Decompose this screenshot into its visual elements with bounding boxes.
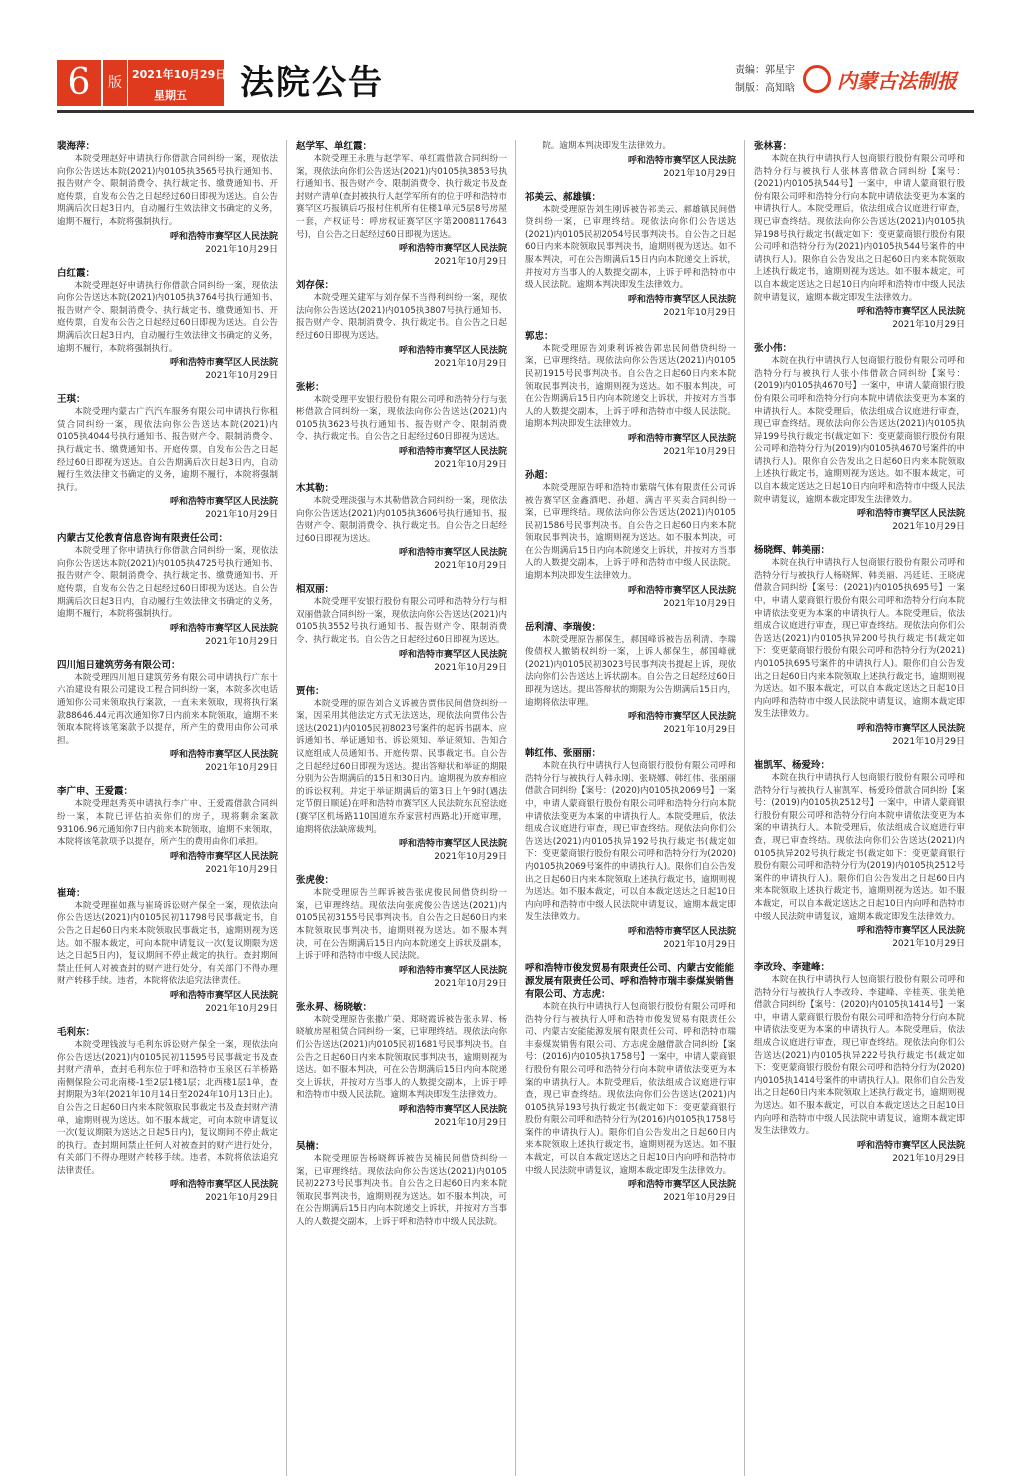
court-notice [525, 330, 736, 459]
notice-party: 李广申、王爱霞： [57, 786, 134, 798]
header-rule [57, 110, 974, 113]
notice-party: 呼和浩特市俊发贸易有限责任公司、内蒙古安能能源发展有限责任公司、呼和浩特市瑞丰泰煤炭销售有限公司、方志虎： [525, 962, 735, 1000]
court-notice [296, 482, 507, 573]
notice-body: 本院受理赵好申请执行你借款合同纠纷一案，现依法向你公告送达本院(2021)内0105执3764号执行通知书、报告财产令、限制消费令、执行裁定书、缴费通知书、开庭传票，自发布公告之日起经过60日即视为送达。自公告期满后次日起3日内，自动履行生效法律文书确定的义务，逾期不履行，本院将强制执行。 [57, 280, 278, 354]
notice-court: 呼和浩特市赛罕区人民法院 [398, 839, 507, 850]
notice-date: 2021年10月29日 [663, 446, 736, 457]
notice-party: 吴楠： [296, 1140, 325, 1152]
notice-body: 本院受理平安银行股份有限公司呼和浩特分行与相双丽借款合同纠纷一案，现依法向你公告送达(2021)内0105执3552号执行通知书、报告财产令、限制消费令、执行裁定书。自公告之日起经过60日即视为送达。 [296, 597, 507, 646]
notice-party: 岳利清、李瑞俊： [525, 621, 602, 633]
newspaper-logo [803, 62, 957, 96]
court-notice [525, 962, 736, 1205]
court-notice [296, 279, 507, 370]
court-notice [525, 747, 736, 952]
notice-date: 2021年10月29日 [663, 1193, 736, 1204]
court-notice [296, 874, 507, 991]
notice-body: 本院受理崔如燕与崔琦诉讼财产保全一案，现依法向你公告送达(2021)内0105民初11798号民事裁定书，自公告之日起60日内来本院领取民事裁定书，逾期则视为送达。如不服本裁定，可向本院申请复议一次(复议期限为送达之日起5日内)，复议期间不停止裁定的执行。查封期间禁止任何人对被查封的财产进行处分，有关部门不得办理财产转移手续。违者，本院将依法追究法律责任。 [57, 900, 278, 987]
notice-body: 本院受理内蒙古广汽汽车服务有限公司申请执行你租赁合同纠纷一案，现依法向你公告送达本院(2021)内0105执4044号执行通知书、报告财产令、限制消费令、执行裁定书、缴费通知书、开庭传票，自发布公告之日起经过60日即视为送达。自公告期满后次日起3日内，自动履行生效法律文书确定的义务，逾期不履行，本院将强制执行。 [57, 407, 278, 493]
notice-body: 本院受理原告杨晓辉诉被告吴楠民间借贷纠纷一案，已审理终结。现依法向你公告送达(2021)内0105民初2273号民事判决书。自公告之日起60日内来本院领取民事判决书，逾期则视为送达。如不服本判决，可在公告期满后15日内向本院递交上诉状，并按对方当事人的人数提交副本，上诉于呼和浩特市中级人民法院。 [296, 1153, 507, 1227]
notice-body: 本院受理赵秀英申请执行李广申、王爱霞借款合同纠纷一案，本院已评估拍卖你们的房子，现将剩余案款93106.96元通知你7日内前来本院领取，逾期不来领取，本院将该笔款项予以提存，所产生的费用由你们承担。 [57, 799, 278, 848]
notice-body: 本院受理平安银行股份有限公司呼和浩特分行与张彬借款合同纠纷一案，现依法向你公告送达(2021)内0105执3623号执行通知书、报告财产令、限制消费令、执行裁定书。自公告之日起经过60日即视为送达。 [296, 394, 507, 443]
notice-date: 2021年10月29日 [434, 1117, 507, 1128]
notice-body: 本院在执行申请执行人包商银行股份有限公司呼和浩特分行与被执行人杨晓辉、韩美丽、冯廷廷、王晓虎借款合同纠纷【案号：(2021)内0105执695号】一案中，申请人蒙商银行股份有限公司呼和浩特分行向本院申请依法变更为本案的申请执行人。本院受理后，依法组成合议庭进行审查，现已审查终结。现依法向你们公告送达(2021)内0105执异200号执行裁定书(裁定如下：变更蒙商银行股份有限公司呼和浩特分行为(2021)内0105执695号案件的申请执行人)。限你们自公告发出之日起60日内来本院领取上述执行裁定书，逾期则视为送达。如不服本裁定，可以自本裁定送达之日起10日内向呼和浩特市中级人民法院申请复议，逾期本裁定即发生法律效力。 [754, 558, 965, 720]
notice-party: 张小伟： [754, 343, 793, 355]
notice-body: 本院在执行申请执行人包商银行股份有限公司呼和浩特分行与被执行人李改玲、李建峰、辛桂英、张美艳借款合同纠纷【案号：(2020)内0105执1414号】一案中，申请人蒙商银行股份有限公司呼和浩特分行向本院申请依法变更为本案的申请执行人。本院受理后，依法组成合议庭进行审查，现已审查终结。现依法向你们公告送达(2021)内0105执异222号执行裁定书(裁定如下：变更蒙商银行股份有限公司呼和浩特分行为(2020)内0105执1414号案件的申请执行人)。限你们自公告发出之日起60日内来本院领取上述执行裁定书，逾期则视为送达。如不服本裁定，可以自本裁定送达之日起10日内向呼和浩特市中级人民法院申请复议，逾期本裁定即发生法律效力。 [754, 975, 965, 1137]
notice-date: 2021年10月29日 [892, 939, 965, 950]
notice-party: 王琪： [57, 394, 86, 406]
notice-court: 呼和浩特市赛罕区人民法院 [627, 585, 736, 596]
notice-party: 郭忠： [525, 330, 554, 342]
notice-date: 2021年10月29日 [205, 864, 278, 875]
court-notice [296, 1140, 507, 1229]
notice-party: 内蒙古艾伦教育信息咨询有限责任公司： [57, 533, 229, 545]
notice-party: 刘存保： [296, 280, 335, 292]
notice-party: 李改玲、李建峰： [754, 962, 831, 974]
court-notice [57, 532, 278, 649]
notice-party: 裴海萍： [57, 141, 96, 152]
notice-date: 2021年10月29日 [205, 244, 278, 255]
issue-date-box [128, 60, 227, 106]
notice-party: 木其勒： [296, 482, 335, 494]
notice-date: 2021年10月29日 [892, 1153, 965, 1164]
court-notice [296, 685, 507, 865]
court-notice [57, 393, 278, 522]
notice-body: 本院受理原告刘生刚诉被告祁美云、郝雄镇民间借贷纠纷一案，已审理终结。现依法向你们公告送达(2021)内0105民初2054号民事判决书。自公告之日起60日内来本院领取民事判决书，逾期则视为送达。如不服本判决，可在公告期满后15日内向本院递交上诉状，并按对方当事人的人数提交副本，上诉于呼和浩特市中级人民法院。逾期本判决即发生法律效力。 [525, 204, 736, 291]
notice-party: 杨晓辉、韩美丽： [754, 545, 831, 557]
notice-date: 2021年10月29日 [434, 459, 507, 470]
notice-party: 张彬： [296, 381, 325, 393]
notice-court: 呼和浩特市赛罕区人民法院 [169, 497, 278, 508]
notice-date: 2021年10月29日 [892, 736, 965, 747]
notice-court: 呼和浩特市赛罕区人民法院 [627, 433, 736, 444]
notice-body: 本院受理原告兰晖诉被告张虎俊民间借贷纠纷一案，已审理终结。现依法向张虎俊公告送达(2021)内0105民初3155号民事判决书。自公告之日起60日内来本院领取民事判决书，逾期则视为送达。如不服本判决，可在公告期满后15日内向本院递交上诉状及副本，上诉于呼和浩特市中级人民法院。 [296, 888, 507, 962]
notice-court: 呼和浩特市赛罕区人民法院 [856, 723, 965, 734]
notice-body: 本院在执行申请执行人包商银行股份有限公司呼和浩特分行与被执行人崔凯军、杨爱玲借款合同纠纷【案号：(2019)内0105执2512号】一案中，申请人蒙商银行股份有限公司呼和浩特分行向本院申请依法变更为本案的申请执行人。本院受理后，依法组成合议庭进行审查，现已审查终结。现依法向你们公告送达(2021)内0105执异202号执行裁定书(裁定如下：变更蒙商银行股份有限公司呼和浩特分行为(2019)内0105执2512号案件的申请执行人)。限你们自公告发出之日起60日内来本院领取上述执行裁定书，逾期则视为送达。如不服本裁定，可以自本裁定送达之日起10日内向呼和浩特市中级人民法院申请复议，逾期本裁定即发生法律效力。 [754, 772, 965, 922]
notice-court: 呼和浩特市赛罕区人民法院 [169, 851, 278, 862]
section-title: 法院公告 [240, 63, 384, 103]
court-notice [525, 469, 736, 611]
notice-body: 本院在执行申请执行人包商银行股份有限公司呼和浩特分行与被执行人张林喜借款合同纠纷【案号：(2021)内0105执544号】一案中，申请人蒙商银行股份有限公司呼和浩特分行向本院申请依法变更为本案的申请执行人。本院受理后，依法组成合议庭进行审查，现已审查终结。现依法向你公告送达(2021)内0105执异198号执行裁定书(裁定如下：变更蒙商银行股份有限公司呼和浩特分行为(2021)内0105执544号案件的申请执行人)。限你自公告发出之日起60日内来本院领取上述执行裁定书，逾期则视为送达。如不服本裁定，可以自本裁定送达之日起10日内向呼和浩特市中级人民法院申请复议，逾期本裁定即发生法律效力。 [754, 154, 965, 303]
notice-body: 本院受理淡强与木其勒借款合同纠纷一案，现依法向你公告送达(2021)内0105执3606号执行通知书、报告财产令、限制消费令、执行裁定书。自公告之日起经过60日即视为送达。 [296, 495, 507, 544]
court-notice [296, 381, 507, 472]
notice-party: 贾伟： [296, 685, 325, 697]
notice-body: 本院在执行申请执行人包商银行股份有限公司呼和浩特分行与被执行人张小伟借款合同纠纷【案号：(2019)内0105执4670号】一案中，申请人蒙商银行股份有限公司呼和浩特分行向本院申请依法变更为本案的申请执行人。本院受理后，依法组成合议庭进行审查，现已审查终结。现依法向你公告送达(2021)内0105执异199号执行裁定书(裁定如下：变更蒙商银行股份有限公司呼和浩特分行为(2019)内0105执4670号案件的申请执行人)。限你自公告发出之日起60日内来本院领取上述执行裁定书，逾期则视为送达。如不服本裁定，可以自本裁定送达之日起10日内向呼和浩特市中级人民法院申请复议，逾期本裁定即发生法律效力。 [754, 356, 965, 505]
notice-date: 2021年10月29日 [434, 978, 507, 989]
page-number-suffix: 版 [103, 60, 127, 106]
notice-date: 2021年10月29日 [205, 1193, 278, 1204]
notice-body: 本院受理关建军与刘存保不当得利纠纷一案，现依法向你公告送达(2021)内0105执3807号执行通知书、报告财产令、限制消费令、执行裁定书。自公告之日起经过60日即视为送达。 [296, 293, 507, 341]
notice-court: 呼和浩特市赛罕区人民法院 [398, 965, 507, 976]
notice-court: 呼和浩特市赛罕区人民法院 [398, 1104, 507, 1115]
notice-court: 呼和浩特市赛罕区人民法院 [398, 345, 507, 356]
notice-court: 呼和浩特市赛罕区人民法院 [856, 307, 965, 318]
notice-party: 张永昇、杨晓敏： [296, 1001, 373, 1013]
issue-weekday: 星期五 [154, 89, 187, 102]
court-notice [754, 140, 965, 332]
notice-date: 2021年10月29日 [205, 763, 278, 774]
court-notice [57, 785, 278, 876]
notice-party: 张林喜： [754, 141, 793, 152]
notice-party: 白红霞： [57, 267, 96, 279]
notice-court: 呼和浩特市赛罕区人民法院 [169, 1180, 278, 1191]
notice-body: 院。逾期本判决即发生法律效力。 [542, 141, 672, 151]
notice-date: 2021年10月29日 [663, 307, 736, 318]
court-notice [57, 140, 278, 257]
notice-court: 呼和浩特市赛罕区人民法院 [169, 358, 278, 369]
notice-court: 呼和浩特市赛罕区人民法院 [398, 446, 507, 457]
notice-body: 本院受理赵好申请执行你借款合同纠纷一案，现依法向你公告送达本院(2021)内0105执3565号执行通知书、报告财产令、限制消费令、执行裁定书、缴费通知书、开庭传票，自发布公告之日起经过60日即视为送达。自公告期满后次日起3日内，自动履行生效法律文书确定的义务，逾期不履行，本院将强制执行。 [57, 154, 278, 227]
notice-court: 呼和浩特市赛罕区人民法院 [169, 990, 278, 1001]
logo-emblem-icon [803, 65, 831, 93]
notice-party: 崔琦： [57, 887, 86, 899]
column-2 [286, 140, 515, 1476]
credits [735, 62, 795, 98]
notice-party: 四川旭日建筑劳务有限公司： [57, 659, 181, 671]
notice-court: 呼和浩特市赛罕区人民法院 [169, 231, 278, 242]
notice-date: 2021年10月29日 [434, 257, 507, 268]
notice-date: 2021年10月29日 [892, 522, 965, 533]
court-notice [525, 140, 736, 181]
notice-columns [57, 140, 974, 1476]
notice-court: 呼和浩特市赛罕区人民法院 [627, 294, 736, 305]
notice-court: 呼和浩特市赛罕区人民法院 [856, 509, 965, 520]
notice-date: 2021年10月29日 [434, 662, 507, 673]
court-notice [754, 759, 965, 951]
notice-date: 2021年10月29日 [205, 636, 278, 647]
court-notice [525, 621, 736, 738]
notice-body: 本院受理了你申请执行你借款合同纠纷一案，现依法向你公告送达本院(2021)内0105执4725号执行通知书、报告财产令、限制消费令、执行裁定书、缴费通知书、开庭传票，自发布公告之日起经过60日即视为送达。自公告期满后次日起3日内，自动履行生效法律文书确定的义务，逾期不履行，本院将强制执行。 [57, 546, 278, 620]
notice-party: 张虎俊： [296, 875, 335, 887]
notice-date: 2021年10月29日 [205, 510, 278, 521]
column-3 [515, 140, 744, 1476]
notice-party: 赵学军、单红霞： [296, 141, 373, 152]
page-header [0, 0, 1024, 112]
court-notice [296, 583, 507, 674]
column-1 [57, 140, 286, 1476]
court-notice [754, 961, 965, 1166]
court-notice [754, 342, 965, 534]
notice-party: 毛利东： [57, 1026, 96, 1038]
notice-court: 呼和浩特市赛罕区人民法院 [627, 155, 736, 166]
designer-credit: 制版：高知晗 [735, 83, 795, 94]
logo-text: 内蒙古法制报 [837, 68, 957, 93]
notice-body: 本院受理王永胜与赵学军、单红霞借款合同纠纷一案，现依法向你们公告送达(2021)内0105执3853号执行通知书、报告财产令、限制消费令、执行裁定书及查封财产清单(查封被执行人赵学军所有的位于呼和浩特市赛罕区巧报镇后巧报村住机所有住楼1单元5层8号房屋一套，产权证号：呼房权证赛罕区字第2008117643号)，自公告之日起经过60日即视为送达。 [296, 154, 507, 240]
court-notice [754, 544, 965, 749]
notice-date: 2021年10月29日 [434, 561, 507, 572]
notice-body: 本院受理原告张撒广榮、郑晓霞诉被告张永昇、杨晓敏房屋租赁合同纠纷一案，已审理终结。现依法向你们公告送达(2021)内0105民初1681号民事判决书。自公告之日起60日内来本院领取民事判决书，逾期则视为送达。如不服本判决，可在公告期满后15日内向本院递交上诉状，并按对方当事人的人数提交副本，上诉于呼和浩特市中级人民法院。逾期本判决即发生法律效力。 [296, 1014, 507, 1101]
notice-body: 本院在执行申请执行人包商银行股份有限公司呼和浩特分行与被执行人呼和浩特市俊发贸易有限责任公司、内蒙古安能能源发展有限责任公司、呼和浩特市瑞丰泰煤炭销售有限公司、方志虎金融借款合同纠纷【案号：(2016)内0105执1758号】一案中，申请人蒙商银行股份有限公司呼和浩特分行向本院申请依法变更为本案的申请执行人。本院受理后，依法组成合议庭进行审查，现已审查终结。现依法向你们公告送达(2021)内0105执异193号执行裁定书(裁定如下：变更蒙商银行股份有限公司呼和浩特分行为(2016)内0105执1758号案件的申请执行人)。限你们自公告发出之日起60日内来本院领取上述执行裁定书，逾期则视为送达。如不服本裁定，可以自本裁定送达之日起10日内向呼和浩特市中级人民法院申请复议，逾期本裁定即发生法律效力。 [525, 1001, 736, 1176]
notice-court: 呼和浩特市赛罕区人民法院 [627, 926, 736, 937]
column-4 [744, 140, 973, 1476]
notice-date: 2021年10月29日 [663, 598, 736, 609]
court-notice [57, 267, 278, 384]
notice-date: 2021年10月29日 [663, 939, 736, 950]
court-notice [525, 191, 736, 320]
notice-court: 呼和浩特市赛罕区人民法院 [398, 649, 507, 660]
notice-court: 呼和浩特市赛罕区人民法院 [856, 1140, 965, 1151]
notice-party: 相双丽： [296, 584, 335, 596]
editor-credit: 责编：郭星宇 [735, 65, 795, 76]
notice-body: 本院受理原告呼和浩特市紫瑞气体有限责任公司诉被告赛罕区金鑫酒吧、孙超、满吉平买卖合同纠纷一案，已审理终结。现依法向你公告送达(2021)内0105民初1586号民事判决书。自公告之日起60日内来本院领取民事判决书，逾期则视为送达。如不服本判决，可在公告期满后15日内向本院递交上诉状，并按对方当事人的人数提交副本，上诉于呼和浩特市中级人民法院。逾期本判决即发生法律效力。 [525, 482, 736, 582]
notice-body: 本院在执行申请执行人包商银行股份有限公司呼和浩特分行与被执行人韩永刚、张晓娜、韩红伟、张丽丽借款合同纠纷【案号：(2020)内0105执2069号】一案中，申请人蒙商银行股份有限公司呼和浩特分行向本院申请依法变更为本案的申请执行人。本院受理后，依法组成合议庭进行审查，现已审查终结。现依法向你们公告送达(2021)内0105执异192号执行裁定书(裁定如下：变更蒙商银行股份有限公司呼和浩特分行为(2020)内0105执2069号案件的申请执行人)。限你们自公告发出之日起60日内来本院领取上述执行裁定书，逾期则视为送达。如不服本裁定，可以自本裁定送达之日起10日内向呼和浩特市中级人民法院申请复议，逾期本裁定即发生法律效力。 [525, 761, 736, 923]
notice-date: 2021年10月29日 [663, 168, 736, 179]
notice-court: 呼和浩特市赛罕区人民法院 [169, 623, 278, 634]
notice-date: 2021年10月29日 [892, 320, 965, 331]
notice-body: 本院受理的原告刘合义诉被告贾伟民间借贷纠纷一案，因采用其他法定方式无法送达，现依法向贾伟公告送达(2021)内0105民初8023号案件的起诉书副本、应诉通知书、举证通知书、诉讼须知、举证须知、告知合议庭组成人员通知书、开庭传票、民事裁定书。自公告之日起经过60日即视为送达。提出答辩状和举证的期限分别为公告期满后的15日和30日内。逾期视为放弃相应的诉讼权利。并定于举证期满后的第3日上午9时(遇法定节假日顺延)在呼和浩特市赛罕区人民法院东瓦窑法庭(赛罕区机场路110国道东乔家营村西路北)开庭审理，逾期将依法缺席裁判。 [296, 698, 507, 835]
court-notice [57, 1026, 278, 1206]
notice-court: 呼和浩特市赛罕区人民法院 [627, 712, 736, 723]
notice-court: 呼和浩特市赛罕区人民法院 [398, 244, 507, 255]
notice-court: 呼和浩特市赛罕区人民法院 [169, 750, 278, 761]
court-notice [57, 887, 278, 1016]
court-notice [296, 1001, 507, 1130]
notice-court: 呼和浩特市赛罕区人民法院 [398, 548, 507, 559]
notice-party: 崔凯军、杨爱玲： [754, 759, 831, 771]
notice-body: 本院受理四川旭日建筑劳务有限公司申请执行广东十六冶建设有限公司建设工程合同纠纷一案，本院多次电话通知你公司来领取执行案款，一直未来领取，现将执行案款88646.44元再次通知你7日内前来本院领取，逾期不来领取本院将该笔案款予以提存，所产生的费用由你公司承担。 [57, 672, 278, 746]
notice-court: 呼和浩特市赛罕区人民法院 [627, 1180, 736, 1191]
notice-date: 2021年10月29日 [434, 852, 507, 863]
notice-party: 韩红伟、张丽丽： [525, 748, 602, 760]
notice-date: 2021年10月29日 [663, 725, 736, 736]
notice-body: 本院受理原告郝保生，郝国峰诉被告岳利清、李瑞俊债权人撤销权纠纷一案，上诉人郝保生，郝国峰就(2021)内0105民初3023号民事判决书提起上诉，现依法向你们公告送达上诉状副本。自公告之日起经过60日即视为送达。提出答辩状的期限为公告期满后15日内，逾期将依法审理。 [525, 634, 736, 708]
court-notice [296, 140, 507, 269]
page-number: 6 [57, 60, 101, 106]
notice-date: 2021年10月29日 [205, 371, 278, 382]
notice-date: 2021年10月29日 [434, 358, 507, 369]
notice-party: 祁美云、郝雄镇： [525, 191, 602, 203]
issue-date: 2021年10月29日 [132, 68, 227, 81]
notice-body: 本院受理原告刘秉利诉被告郭忠民间借贷纠纷一案，已审理终结。现依法向你公告送达(2021)内0105民初1915号民事判决书。自公告之日起60日内来本院领取民事判决书，逾期则视为送达。如不服本判决，可在公告期满后15日内向本院递交上诉状，并按对方当事人的人数提交副本，上诉于呼和浩特市中级人民法院。逾期本判决即发生法律效力。 [525, 343, 736, 430]
notice-party: 孙超： [525, 469, 554, 481]
notice-date: 2021年10月29日 [205, 1003, 278, 1014]
notice-court: 呼和浩特市赛罕区人民法院 [856, 926, 965, 937]
notice-body: 本院受理钱波与毛利东诉讼财产保全一案，现依法向你公告送达(2021)内0105民初11595号民事裁定书及查封财产清单，查封毛利东位于呼和浩特市玉泉区石羊桥路南侧保险公司北南楼-1至2层1楼1层；北西楼1层1单，查封期限为3年(2021年10月14日至2024年10月13日止)。自公告之日起60日内来本院领取民事裁定书及查封财产清单，逾期则视为送达。如不服本裁定，可向本院申请复议一次(复议期限为送达之日起5日内)，复议期间不停止裁定的执行。查封期间禁止任何人对被查封的财产进行处分，有关部门不得办理财产转移手续。违者，本院将依法追究法律责任。 [57, 1039, 278, 1176]
court-notice [57, 659, 278, 776]
